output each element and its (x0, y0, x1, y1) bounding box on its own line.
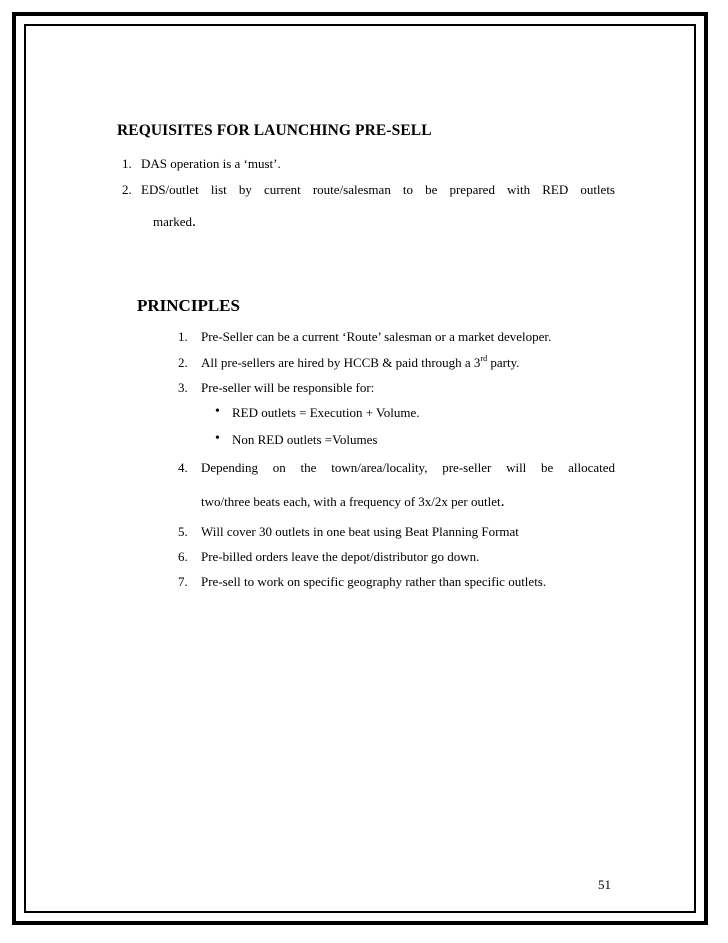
item-number: 3. (178, 380, 188, 395)
item-number: 2. (178, 355, 188, 370)
item-text-line1: Depending on the town/area/locality, pre-seller will be allocated (201, 460, 615, 475)
item-text-line1: EDS/outlet list by current route/salesman to be prepared with RED outlets (141, 182, 615, 197)
item-number: 2. (122, 182, 132, 197)
section-heading-requisites: REQUISITES FOR LAUNCHING PRE-SELL (117, 122, 432, 139)
item-text-line2: two/three beats each, with a frequency of 3x/2x per outlet. (201, 493, 505, 510)
item-number: 4. (178, 460, 188, 475)
item-number: 7. (178, 574, 188, 589)
item-text: DAS operation is a ‘must’. (141, 156, 281, 171)
item-text: All pre-sellers are hired by HCCB & paid through a 3rd party. (201, 354, 520, 370)
item-number: 1. (178, 329, 188, 344)
item-text: Pre-billed orders leave the depot/distributor go down. (201, 549, 480, 564)
item-text: Pre-sell to work on specific geography rather than specific outlets. (201, 574, 547, 589)
bullet-icon: • (215, 404, 220, 419)
page-number: 51 (598, 877, 611, 892)
item-number: 5. (178, 524, 188, 539)
bullet-text: RED outlets = Execution + Volume. (232, 405, 420, 420)
section-heading-principles: PRINCIPLES (137, 296, 240, 315)
bullet-text: Non RED outlets =Volumes (232, 432, 378, 447)
item-text: Pre-Seller can be a current ‘Route’ salesman or a market developer. (201, 329, 552, 344)
item-text-line2: marked. (153, 213, 196, 230)
item-text: Pre-seller will be responsible for: (201, 380, 375, 395)
item-text: Will cover 30 outlets in one beat using Beat Planning Format (201, 524, 519, 539)
item-number: 1. (122, 156, 132, 171)
item-number: 6. (178, 549, 188, 564)
bullet-icon: • (215, 431, 220, 446)
